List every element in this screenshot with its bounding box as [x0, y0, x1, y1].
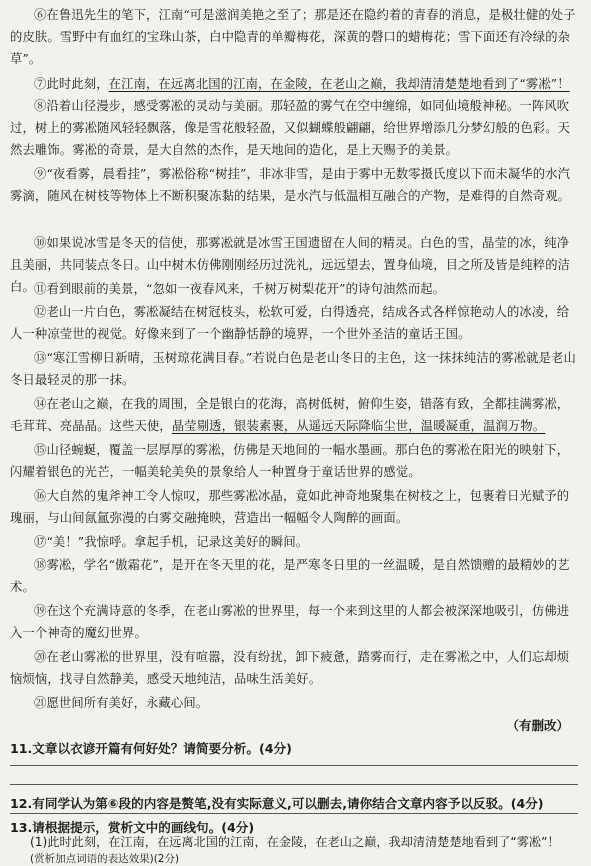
- underlined-sentence-14: 晶莹剔透，银装素裹，从遥远天际降临尘世，温暖凝重，温润万物。: [171, 419, 546, 433]
- paragraph-9: ⑨“夜看雾，晨看挂”，雾凇俗称“树挂”，非冰非雪，是由于雾中无数零摄氏度以下而未凝华的水汽雾滴，随风在树枝等物体上不断积聚冻黏的结果，是水汽与低温相互融合的产物，是难得的自然奇观。: [10, 167, 571, 203]
- paragraph-20: ⑳在老山雾凇的世界里，没有喧嚣，没有纷扰，卸下疲惫，踏雾而行，走在雾凇之中，人们忘却烦恼烦恼，找寻自然静美，感受天地纯洁，品味生活美好。: [10, 650, 570, 686]
- question-13-part-1: (1)此时此刻，在江南，在远离北国的江南，在金陵，在老山之巅，我却清清楚楚地看到了“雾凇”！: [30, 835, 560, 849]
- paragraph-18: ⑱雾凇，学名“傲霜花”，是开在冬天里的花，是严寒冬日里的一丝温暖，是自然馈赠的最精妙的艺术。: [10, 558, 570, 594]
- paragraph-14-lead: ⑭在老山之巅，在我的周围，全是银白的花海，高树低树，俯仰生姿，错落有致，全都挂满雾凇，毛茸茸、亮晶晶。这些天使，: [10, 397, 570, 433]
- answer-line: [10, 765, 578, 766]
- paragraph-15: ⑮山径蜿蜒，覆盖一层厚厚的雾凇，仿佛是天地间的一幅水墨画。那白色的雾凇在阳光的映射下，闪耀着银色的光芒，一幅美轮美奂的景象给人一种置身于童话世界的感觉。: [10, 443, 570, 479]
- paragraph-19: ⑲在这个充满诗意的冬季，在老山雾凇的世界里，每一个来到这里的人都会被深深地吸引，仿佛进入一个神奇的魔幻世界。: [10, 604, 570, 640]
- paragraph-14: [10, 393, 576, 437]
- paragraph-11: ⑪看到眼前的美景，“忽如一夜春风来，千树万树梨花开”的诗句油然而起。: [34, 282, 446, 296]
- paragraph-7-lead: ⑦此时此刻，: [34, 77, 109, 91]
- question-12: 12.有同学认为第⑥段的内容是赘笔,没有实际意义,可以删去,请你结合文章内容予以反驳。(4分): [10, 796, 544, 811]
- question-13-part-1-hint: (赏析加点词语的表达效果)(2分): [30, 853, 180, 865]
- paragraph-21: ㉑愿世间所有美好，永藏心间。: [34, 696, 209, 710]
- paragraph-8: ⑧沿着山径漫步，感受雾凇的灵动与美丽。那轻盈的雾气在空中缠绵，如同仙境般神秘。一阵风吹过，树上的雾凇随风轻轻飘落，像是雪花般轻盈，又似蝴蝶般翩翩，给世界增添几分梦幻般的色彩。天然去雕饰。雾凇的奇景，是大自然的杰作，是天地间的造化，是上天赐予的美景。: [10, 99, 571, 157]
- underlined-sentence-7: 在江南，在远离北国的江南，在金陵，在老山之巅，我却清清楚楚地看到了“雾凇”！: [108, 77, 570, 91]
- paragraph-12: ⑫老山一片白色，雾凇凝结在树冠枝头，松软可爱，白得透亮，结成各式各样惊艳动人的冰凌，给人一种凉莹世的视觉。好像来到了一个幽静恬静的境界，一个世外圣洁的童话王国。: [10, 305, 570, 341]
- question-13: 13.请根据提示，赏析文中的画线句。(4分): [10, 820, 255, 835]
- source-note: （有删改）: [506, 718, 569, 733]
- paragraph-10: ⑩如果说冰雪是冬天的信使，那雾凇就是冰雪王国遗留在人间的精灵。白色的雪，晶莹的冰，纯净且美丽，共同装点冬日。山中树木仿佛刚刚经历过洗礼，远远望去，置身仙境，目之所及皆是纯粹的洁白。: [10, 236, 571, 294]
- paragraph-17: ⑰“美！”我惊呼。拿起手机，记录这美好的瞬间。: [34, 535, 309, 549]
- paragraph-16: ⑯大自然的鬼斧神工令人惊叹，那些雾凇冰晶，竟如此神奇地聚集在树枝之上，包裹着日光赋予的瑰丽，与山间氤氲弥漫的白雾交融掩映，营造出一幅幅令人陶醉的画面。: [10, 489, 570, 525]
- paragraph-13: ⑬“寒江雪柳日新晴，玉树琼花满目春。”若说白色是老山冬日的主色，这一抹抹纯洁的雾凇就是老山冬日最轻灵的那一抹。: [10, 351, 576, 387]
- paragraph-7: [10, 73, 576, 95]
- answer-line: [10, 813, 578, 814]
- paragraph-6: ⑥在鲁迅先生的笔下，江南“可是滋润美艳之至了；那是还在隐约着的青春的消息，是极壮健的处子的皮肤。雪野中有血红的宝珠山茶，白中隐青的单瓣梅花，深黄的磬口的蜡梅花；雪下面还有冷绿的杂草”。: [10, 8, 576, 66]
- answer-line: [10, 784, 578, 785]
- question-11: 11.文章以衣谚开篇有何好处？请简要分析。(4分): [10, 741, 292, 756]
